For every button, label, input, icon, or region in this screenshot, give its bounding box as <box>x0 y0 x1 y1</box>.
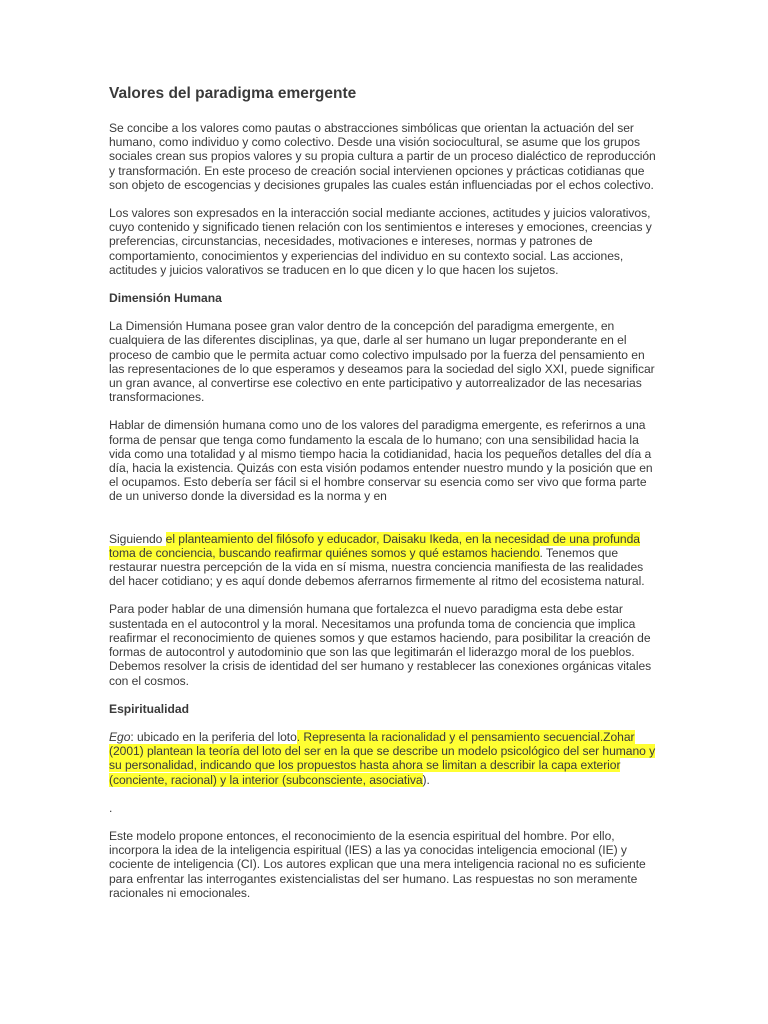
paragraph-4: Hablar de dimensión humana como uno de los valores del paradigma emergente, es referirnos a una forma de pensar que tenga como fundamento la escala de lo humano; con una sensibilidad hacia la vida como una totalidad y al mismo tiempo hacia la cotidianidad, hacia los pequeños detalles del día a día, hacia la existencia. Quizás con esta visión podamos entender nuestro mundo y la posición que en el ocupamos. Esto debería ser fácil si el hombre conservar su esencia como ser vivo que forma parte de un universo donde la diversidad es la norma y en <box>109 418 653 504</box>
blank-space <box>109 518 657 532</box>
section-heading-espiritualidad: Espiritualidad <box>109 701 189 716</box>
paragraph-7-lead: : ubicado en la periferia del loto <box>130 729 297 744</box>
page-title: Valores del paradigma emergente <box>109 85 357 102</box>
paragraph-5 <box>109 532 657 589</box>
stray-dot: . <box>109 800 113 815</box>
highlighted-text: . Representa la racionalidad y el pensamiento secuencial.Zohar (2001) plantean la teoría del loto del ser en la que se describe un modelo psicológico del ser humano y su personalidad, indicando que los propuestos hasta ahora se limitan a describir la capa exterior (conciente, racional) y la interior (subconsciente, asociativa <box>109 729 656 787</box>
paragraph-1: Se concibe a los valores como pautas o abstracciones simbólicas que orientan la actuación del ser humano, como individuo y como colectivo. Desde una visión sociocultural, se asume que los grupos sociales crean sus propios valores y su propia cultura a partir de un proceso dialéctico de reproducción y transformación. En este proceso de creación social intervienen opciones y prácticas cotidianas que son objeto de escogencias y decisiones grupales las cuales están influenciadas por el echos colectivo. <box>109 121 656 192</box>
paragraph-6: Para poder hablar de una dimensión humana que fortalezca el nuevo paradigma esta debe estar sustentada en el autocontrol y la moral. Necesitamos una profunda toma de conciencia que implica reafirmar el reconocimiento de quienes somos y que estamos haciendo, para posibilitar la creación de formas de autocontrol y autodominio que son las que legitimarán el liderazgo moral de los pueblos. Debemos resolver la crisis de identidad del ser humano y restablecer las conexiones orgánicas vitales con el cosmos. <box>109 602 652 688</box>
document-page <box>109 84 657 914</box>
paragraph-7 <box>109 730 657 787</box>
paragraph-2: Los valores son expresados en la interacción social mediante acciones, actitudes y juicios valorativos, cuyo contenido y significado tienen relación con los sentimientos e intereses y emociones, creencias y preferencias, circunstancias, necesidades, motivaciones e intereses, normas y patrones de comportamiento, conocimientos y experiencias del individuo en su contexto social. Las acciones, actitudes y juicios valorativos se traducen en lo que dicen y lo que hacen los sujetos. <box>109 206 652 277</box>
paragraph-5-lead: Siguiendo <box>109 531 166 546</box>
paragraph-8: Este modelo propone entonces, el reconocimiento de la esencia espiritual del hombre. Por ello, incorpora la idea de la inteligencia espiritual (IES) a las ya conocidas inteligencia emocional (IE) y cociente de inteligencia (CI). Los autores explican que una mera inteligencia racional no es suficiente para enfrentar las interrogantes existencialistas del ser humano. Las respuestas no son meramente racionales ni emocionales. <box>109 828 646 900</box>
ego-term: Ego <box>109 729 131 744</box>
paragraph-5-rest: . Tenemos que restaurar nuestra percepción de la vida en sí misma, nuestra conciencia manifiesta de las realidades del hacer cotidiano; y es aquí donde debemos aferrarnos firmemente al ritmo del ecosistema natural. <box>109 545 645 589</box>
section-heading-dimension-humana: Dimensión Humana <box>109 291 222 306</box>
paragraph-7-rest: ). <box>422 772 430 787</box>
paragraph-3: La Dimensión Humana posee gran valor dentro de la concepción del paradigma emergente, en cualquiera de las diferentes disciplinas, ya que, darle al ser humano un lugar preponderante en el proceso de cambio que le permita actuar como colectivo impulsado por la fuerza del pensamiento en las representaciones de lo que esperamos y deseamos para la sociedad del siglo XXI, puede significar un gran avance, al convertirse ese colectivo en ente participativo y autorrealizador de las necesarias transformaciones. <box>109 319 655 405</box>
highlighted-text: el planteamiento del filósofo y educador, Daisaku Ikeda, en la necesidad de una profunda toma de conciencia, buscando reafirmar quiénes somos y qué estamos haciendo <box>109 531 640 560</box>
